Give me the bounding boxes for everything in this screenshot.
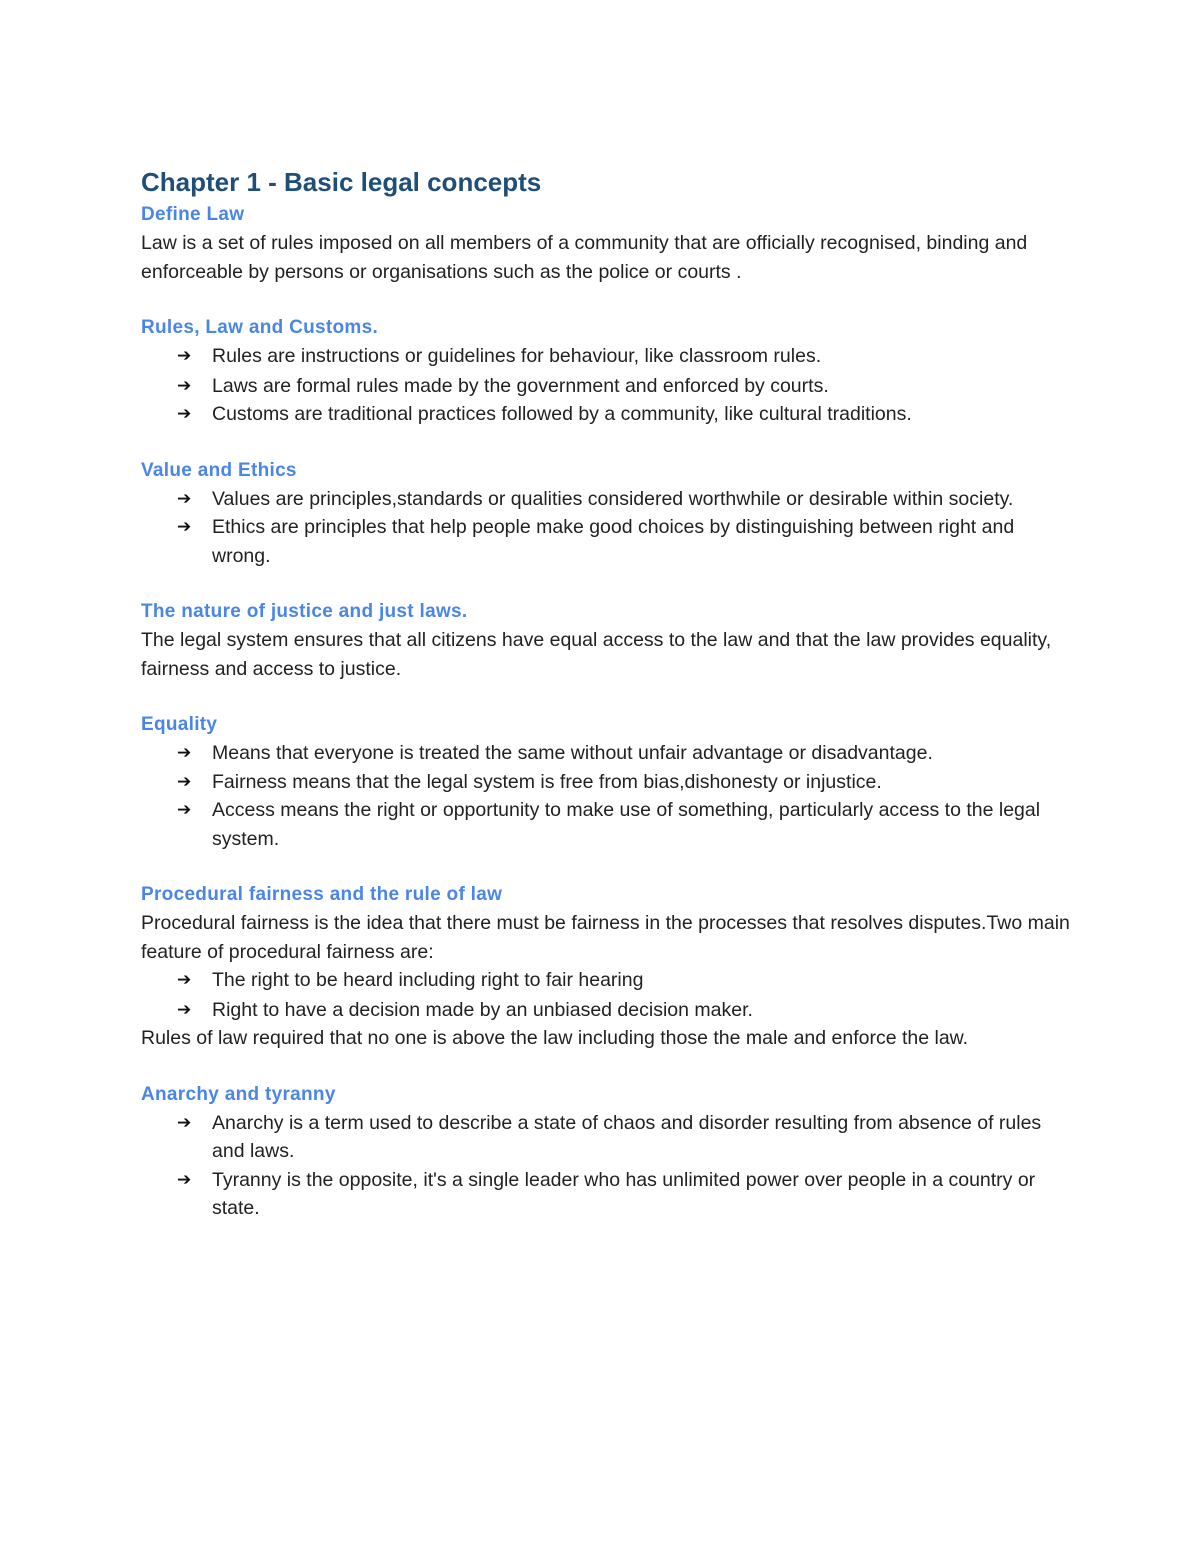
bullet-list: [141, 739, 1071, 853]
arrow-bullet-icon: ➔: [177, 346, 192, 366]
arrow-bullet-icon: ➔: [177, 970, 192, 990]
arrow-bullet-icon: ➔: [177, 771, 192, 792]
list-item-text: Tyranny is the opposite, it's a single leader who has unlimited power over people in a country or state.: [212, 1168, 1036, 1219]
list-item-text: Means that everyone is treated the same without unfair advantage or disadvantage.: [212, 742, 933, 764]
section-heading: The nature of justice and just laws.: [141, 601, 468, 622]
arrow-bullet-icon: ➔: [177, 1169, 192, 1190]
section-heading: Value and Ethics: [141, 459, 297, 481]
section-paragraph: The legal system ensures that all citizens have equal access to the law and that the law provides equality, fairness and access to justice.: [141, 629, 1052, 680]
document-page: [141, 163, 1071, 1223]
section-paragraph: Procedural fairness is the idea that there must be fairness in the processes that resolves disputes.Two main feature of procedural fairness are:: [141, 912, 1070, 963]
arrow-bullet-icon: ➔: [177, 375, 192, 396]
section-nature-of-justice: [141, 598, 1071, 683]
list-item: [141, 768, 1071, 797]
bullet-list: [141, 485, 1071, 571]
section-heading: Equality: [141, 714, 218, 735]
list-item: [141, 513, 1071, 570]
section-anarchy-tyranny: [141, 1081, 1071, 1223]
list-item-text: Customs are traditional practices followed by a community, like cultural traditions.: [212, 403, 912, 425]
section-equality: [141, 711, 1071, 853]
list-item: [141, 485, 1071, 514]
list-item-text: Anarchy is a term used to describe a state of chaos and disorder resulting from absence of rules and laws.: [212, 1111, 1042, 1162]
list-item-text: The right to be heard including right to fair hearing: [212, 969, 644, 991]
list-item: [141, 1109, 1071, 1166]
arrow-bullet-icon: ➔: [177, 404, 192, 424]
arrow-bullet-icon: ➔: [177, 999, 192, 1020]
list-item-text: Rules are instructions or guidelines for behaviour, like classroom rules.: [212, 345, 822, 367]
list-item: [141, 1166, 1071, 1223]
section-heading: Anarchy and tyranny: [141, 1083, 336, 1105]
list-item: [141, 372, 1071, 401]
list-item-text: Values are principles,standards or qualities considered worthwhile or desirable within society.: [212, 487, 1014, 510]
section-procedural-fairness: [141, 881, 1071, 1053]
list-item: [141, 996, 1071, 1025]
list-item: [141, 796, 1071, 853]
bullet-list: [141, 342, 1071, 429]
arrow-bullet-icon: ➔: [177, 488, 192, 509]
list-item-text: Access means the right or opportunity to make use of something, particularly access to the legal system.: [212, 799, 1041, 850]
page-title: Chapter 1 - Basic legal concepts: [141, 167, 542, 197]
section-define-law: [141, 201, 1071, 286]
section-rules-law-customs: [141, 314, 1071, 429]
list-item-text: Ethics are principles that help people make good choices by distinguishing between right and wrong.: [212, 516, 1015, 567]
section-heading: Procedural fairness and the rule of law: [141, 884, 503, 905]
section-closing-paragraph: Rules of law required that no one is above the law including those the male and enforce the law.: [141, 1027, 969, 1049]
arrow-bullet-icon: ➔: [177, 1112, 192, 1133]
section-heading: Rules, Law and Customs.: [141, 317, 379, 338]
list-item-text: Fairness means that the legal system is free from bias,dishonesty or injustice.: [212, 770, 882, 793]
bullet-list: [141, 966, 1071, 1024]
arrow-bullet-icon: ➔: [177, 800, 192, 820]
list-item-text: Right to have a decision made by an unbiased decision maker.: [212, 998, 753, 1021]
arrow-bullet-icon: ➔: [177, 517, 192, 537]
list-item: [141, 400, 1071, 429]
list-item: [141, 342, 1071, 371]
section-heading: Define Law: [141, 204, 245, 225]
bullet-list: [141, 1109, 1071, 1223]
list-item: [141, 966, 1071, 995]
list-item-text: Laws are formal rules made by the government and enforced by courts.: [212, 374, 829, 397]
section-value-ethics: [141, 457, 1071, 571]
arrow-bullet-icon: ➔: [177, 743, 192, 763]
section-paragraph: Law is a set of rules imposed on all members of a community that are officially recognised, binding and enforceable by persons or organisations such as the police or courts .: [141, 232, 1028, 283]
list-item: [141, 739, 1071, 768]
